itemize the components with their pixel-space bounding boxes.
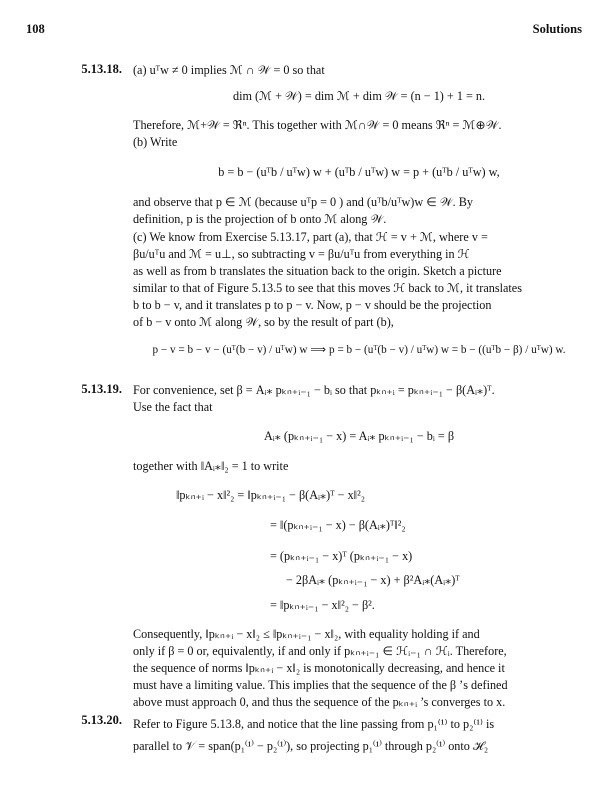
page-header: [26, 22, 582, 38]
text-line: as well as from b translates the situation back to the origin. Sketch a picture: [133, 264, 502, 278]
text-line: (a) uᵀw ≠ 0 implies ℳ ∩ 𝒲 = 0 so that: [133, 63, 325, 77]
ex-5-13-18-decomposition-equation: b = b − (uᵀb / uᵀw) w + (uᵀb / uᵀw) w = p + (uᵀb / uᵀw) w,: [218, 165, 500, 179]
text-line: parallel to 𝒱 = span(p₁⁽¹⁾ − p₂⁽¹⁾), so projecting p₁⁽¹⁾ through p₂⁽¹⁾ onto ℋ₂: [133, 739, 489, 753]
derivation-row: ‖pₖₙ₊ᵢ − x‖²₂ = ‖pₖₙ₊ᵢ₋₁ − β(Aᵢ⁎)ᵀ − x‖²₂: [176, 488, 365, 502]
text-line: definition, p is the projection of b onto ℳ along 𝒲.: [133, 212, 387, 226]
text-line: Therefore, ℳ+𝒲 = ℜⁿ. This together with ℳ∩𝒲 = 0 means ℜⁿ = ℳ⊕𝒲.: [133, 118, 502, 132]
derivation-row: = ‖(pₖₙ₊ᵢ₋₁ − x) − β(Aᵢ⁎)ᵀ‖²₂: [270, 518, 406, 532]
text-line: must have a limiting value. This implies that the sequence of the β ’s defined: [133, 678, 508, 692]
text-line: b to b − v, and it translates p to p − v. Now, p − v should be the projection: [133, 298, 492, 312]
ex-5-13-18-part-c-text: [133, 229, 585, 331]
ex-5-13-18-part-b-text: [133, 194, 585, 228]
text-line: Consequently, ‖pₖₙ₊ᵢ − x‖₂ ≤ ‖pₖₙ₊ᵢ₋₁ − x‖₂, with equality holding if and: [133, 627, 480, 641]
ex-5-13-19-intro: [133, 382, 585, 416]
text-line: of b − v onto ℳ along 𝒲, so by the result of part (b),: [133, 315, 394, 329]
text-line: For convenience, set β = Aᵢ⁎ pₖₙ₊ᵢ₋₁ − bᵢ so that pₖₙ₊ᵢ = pₖₙ₊ᵢ₋₁ − β(Aᵢ⁎)ᵀ.: [133, 383, 495, 397]
text-line: Refer to Figure 5.13.8, and notice that the line passing from p₁⁽¹⁾ to p₂⁽¹⁾ is: [133, 717, 495, 731]
text-line: (b) Write: [133, 135, 178, 149]
ex-5-13-19-conclusion: [133, 626, 585, 711]
running-section-title: Solutions: [532, 22, 582, 36]
text-line: (c) We know from Exercise 5.13.17, part (a), that ℋ = v + ℳ, where v =: [133, 230, 488, 244]
ex-5-13-20-text: [133, 713, 585, 757]
text-line: Use the fact that: [133, 400, 213, 414]
ex-5-13-19-together-line: [133, 458, 585, 475]
text-line: βu/uᵀu and ℳ = u⊥, so subtracting v = βu/uᵀu from everything in ℋ: [133, 247, 470, 261]
ex-5-13-18-part-a-conclusion: [133, 117, 585, 151]
ex-5-13-18-dimension-equation: dim (ℳ + 𝒲) = dim ℳ + dim 𝒲 = (n − 1) + 1 = n.: [232, 89, 486, 103]
derivation-row: − 2βAᵢ⁎ (pₖₙ₊ᵢ₋₁ − x) + β²Aᵢ⁎(Aᵢ⁎)ᵀ: [286, 573, 460, 587]
text-line: above must approach 0, and thus the sequence of the pₖₙ₊ᵢ ’s converges to x.: [133, 695, 506, 709]
text-line: and observe that p ∈ ℳ (because uᵀp = 0 ) and (uᵀb/uᵀw)w ∈ 𝒲. By: [133, 195, 473, 209]
text-line: the sequence of norms ‖pₖₙ₊ᵢ − x‖₂ is monotonically decreasing, and hence it: [133, 661, 505, 675]
text-line: together with ‖Aᵢ⁎‖₂ = 1 to write: [133, 459, 289, 473]
ex-5-13-18-part-a-intro: [133, 62, 585, 79]
text-line: only if β = 0 or, equivalently, if and only if pₖₙ₊ᵢ₋₁ ∈ ℋᵢ₋₁ ∩ ℋᵢ. Therefore,: [133, 644, 507, 658]
exercise-label-5-13-19: 5.13.19.: [81, 382, 122, 396]
derivation-row: = (pₖₙ₊ᵢ₋₁ − x)ᵀ (pₖₙ₊ᵢ₋₁ − x): [270, 549, 413, 563]
exercise-label-5-13-18: 5.13.18.: [81, 62, 122, 76]
ex-5-13-18-projection-equation: p − v = b − v − (uᵀ(b − v) / uᵀw) w ⟹ p = b − (uᵀ(b − v) / uᵀw) w = b − ((uᵀb − β) / uᵀw) w.: [152, 344, 566, 356]
page-number: 108: [26, 22, 45, 36]
exercise-label-5-13-20: 5.13.20.: [81, 713, 122, 727]
derivation-row: = ‖pₖₙ₊ᵢ₋₁ − x‖²₂ − β².: [270, 598, 375, 612]
text-line: similar to that of Figure 5.13.5 to see that this moves ℋ back to ℳ, it translates: [133, 281, 522, 295]
ex-5-13-19-beta-identity: Aᵢ⁎ (pₖₙ₊ᵢ₋₁ − x) = Aᵢ⁎ pₖₙ₊ᵢ₋₁ − bᵢ = β: [263, 429, 455, 443]
